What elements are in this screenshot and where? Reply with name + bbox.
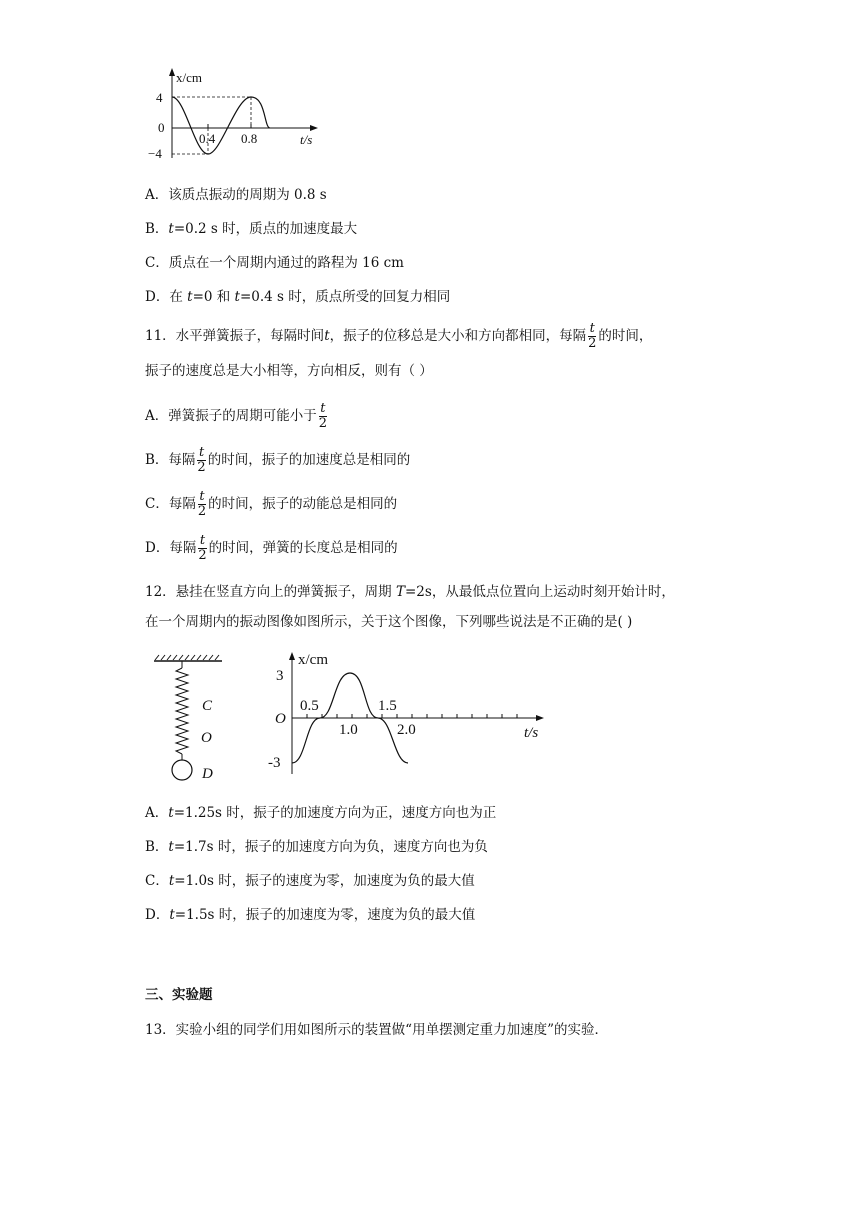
q10-option-b: B．t=0.2 s 时，质点的加速度最大 bbox=[145, 221, 358, 237]
graph-1-y-tick-neg4: −4 bbox=[148, 146, 162, 161]
graph-1-x-tick-08: 0.8 bbox=[241, 131, 258, 146]
graph-2-y-label: x/cm bbox=[298, 652, 328, 668]
fraction-t-over-2: $\frac{t}{2}$ bbox=[197, 489, 207, 519]
q12-option-b: B．t=1.7s 时，振子的加速度方向为负，速度方向也为负 bbox=[145, 839, 488, 855]
fraction-t-over-2: $\frac{t}{2}$ bbox=[588, 321, 597, 351]
q10-option-c: C．质点在一个周期内通过的路程为 16 cm bbox=[145, 255, 404, 271]
q11-stem-line2: 振子的速度总是大小相等，方向相反，则有（ ） bbox=[145, 363, 433, 379]
q11-option-c: C．每隔 $\frac{t}{2}$ 的时间，振子的动能总是相同的 bbox=[145, 489, 398, 519]
graph-1-y-tick-4: 4 bbox=[156, 90, 163, 105]
vibration-graph-2 bbox=[262, 646, 552, 776]
q11-option-b: B．每隔 $\frac{t}{2}$ 的时间，振子的加速度总是相同的 bbox=[145, 445, 411, 475]
q11-option-d: D．每隔 $\frac{t}{2}$ 的时间，弹簧的长度总是相同的 bbox=[145, 533, 398, 563]
section-heading-experiment: 三、实验题 bbox=[145, 987, 213, 1003]
spring-oscillator-figure bbox=[150, 652, 240, 787]
q10-option-a: A．该质点振动的周期为 0.8 s bbox=[145, 187, 327, 203]
graph-1-y-label: x/cm bbox=[176, 70, 202, 85]
graph-2-y-tick-neg3: -3 bbox=[268, 755, 281, 771]
graph-2-x-tick-05: 0.5 bbox=[300, 698, 319, 714]
q11-stem-line1: 11．水平弹簧振子，每隔时间t，振子的位移总是大小和方向都相同，每隔 $\frac{t}{2}$ 的时间， bbox=[145, 321, 653, 351]
q13-stem: 13．实验小组的同学们用如图所示的装置做“用单摆测定重力加速度”的实验． bbox=[145, 1022, 608, 1038]
spring-label-o: O bbox=[201, 730, 212, 746]
q12-option-a: A．t=1.25s 时，振子的加速度方向为正，速度方向也为正 bbox=[145, 805, 497, 821]
fraction-t-over-2: $\frac{t}{2}$ bbox=[198, 533, 207, 563]
oscillator-ball bbox=[172, 760, 192, 780]
q12-stem-line1: 12．悬挂在竖直方向上的弹簧振子，周期 T=2s，从最低点位置向上运动时刻开始计时， bbox=[145, 584, 675, 600]
spring-label-c: C bbox=[202, 698, 213, 714]
q11-option-a: A．弹簧振子的周期可能小于 $\frac{t}{2}$ bbox=[145, 401, 328, 431]
graph-2-x-tick-15: 1.5 bbox=[378, 698, 397, 714]
q12-option-c: C．t=1.0s 时，振子的速度为零，加速度为负的最大值 bbox=[145, 873, 475, 889]
vibration-graph-1 bbox=[140, 66, 330, 166]
spring-label-d: D bbox=[202, 766, 213, 782]
graph-2-x-tick-20: 2.0 bbox=[397, 722, 416, 738]
graph-2-origin: O bbox=[275, 711, 286, 727]
spring-coil bbox=[176, 668, 188, 754]
graph-2-x-label: t/s bbox=[524, 725, 539, 741]
graph-1-x-label: t/s bbox=[300, 132, 313, 147]
graph-2-y-tick-3: 3 bbox=[276, 668, 284, 684]
fraction-t-over-2: $\frac{t}{2}$ bbox=[197, 445, 206, 475]
graph-2-x-tick-10: 1.0 bbox=[339, 722, 358, 738]
q12-option-d: D．t=1.5s 时，振子的加速度为零，速度为负的最大值 bbox=[145, 907, 476, 923]
graph-1-x-tick-04: 0.4 bbox=[199, 131, 216, 146]
fraction-t-over-2: $\frac{t}{2}$ bbox=[318, 401, 328, 431]
graph-1-y-tick-0: 0 bbox=[158, 120, 165, 135]
q12-stem-line2: 在一个周期内的振动图像如图所示，关于这个图像，下列哪些说法是不正确的是( ) bbox=[145, 614, 633, 630]
q10-option-d: D．在 t=0 和 t=0.4 s 时，质点所受的回复力相同 bbox=[145, 289, 451, 305]
